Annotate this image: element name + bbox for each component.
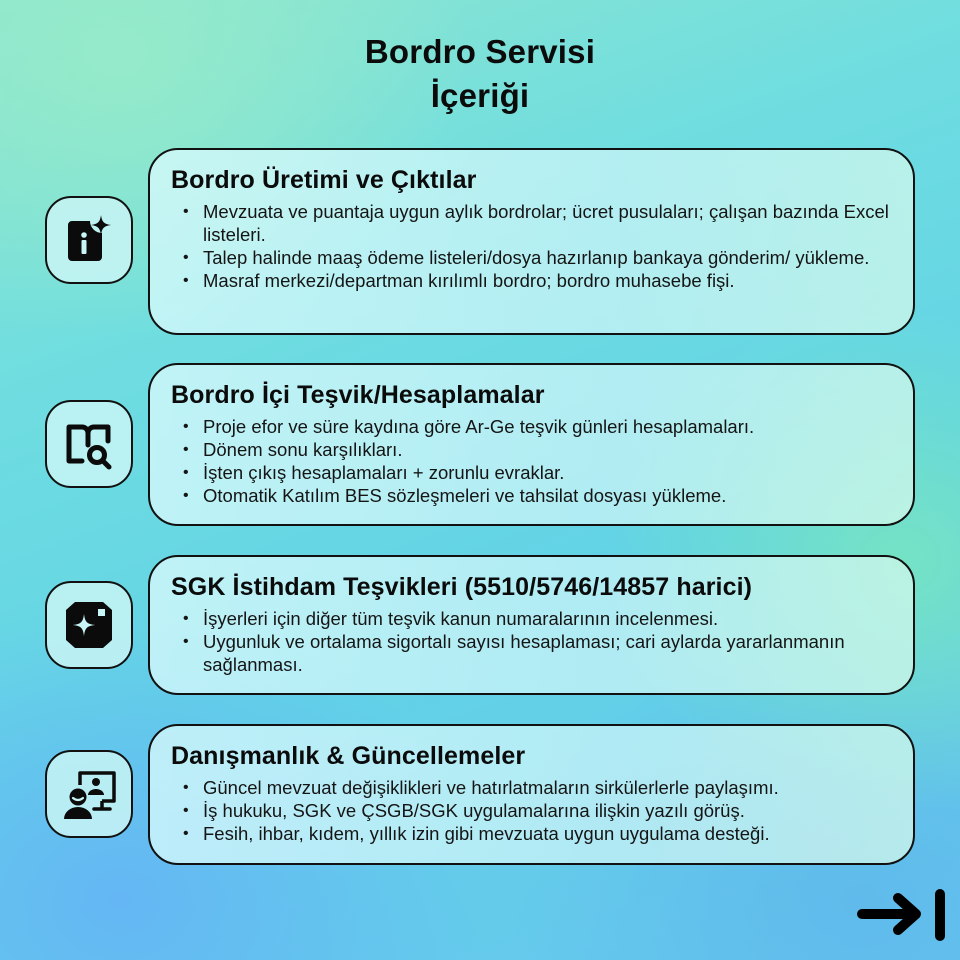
section-title: Danışmanlık & Güncellemeler xyxy=(171,742,526,770)
icon-tile-1 xyxy=(45,196,133,284)
bullet-item: • Fesih, ihbar, kıdem, yıllık izin gibi mevzuata uygun uygulama desteği. xyxy=(183,822,893,845)
bullet-item: • Masraf merkezi/departman kırılımlı bordro; bordro muhasebe fişi. xyxy=(183,269,893,292)
bullet-item: • İşyerleri için diğer tüm teşvik kanun numaralarının incelenmesi. xyxy=(183,607,893,630)
bullet-item: • Dönem sonu karşılıkları. xyxy=(183,438,893,461)
icon-tile-3 xyxy=(45,581,133,669)
consultant-screen-icon xyxy=(60,765,118,823)
info-sparkle-icon xyxy=(60,211,118,269)
section-title: Bordro İçi Teşvik/Hesaplamalar xyxy=(171,381,545,409)
page-title xyxy=(0,30,960,118)
bullet-item: • Mevzuata ve puantaja uygun aylık bordrolar; ücret pusulaları; çalışan bazında Excel listeleri. xyxy=(183,200,893,246)
badge-sparkle-icon xyxy=(60,596,118,654)
bullet-list xyxy=(171,415,893,507)
title-line-1: Bordro Servisi xyxy=(364,33,596,70)
title-line-2: İçeriği xyxy=(430,77,530,114)
icon-tile-4 xyxy=(45,750,133,838)
bullet-item: • Güncel mevzuat değişiklikleri ve hatırlatmaların sirkülerlerle paylaşımı. xyxy=(183,776,893,799)
section-card xyxy=(148,555,915,695)
icon-tile-2 xyxy=(45,400,133,488)
bullet-item: • İşten çıkış hesaplamaları + zorunlu evraklar. xyxy=(183,461,893,484)
section-title: SGK İstihdam Teşvikleri (5510/5746/14857 harici) xyxy=(171,573,753,601)
bullet-item: • Talep halinde maaş ödeme listeleri/dosya hazırlanıp bankaya gönderim/ yükleme. xyxy=(183,246,893,269)
bullet-item: • İş hukuku, SGK ve ÇSGB/SGK uygulamalarına ilişkin yazılı görüş. xyxy=(183,799,893,822)
section-card xyxy=(148,148,915,335)
bullet-item: • Uygunluk ve ortalama sigortalı sayısı hesaplaması; cari aylarda yararlanmanın sağlanması. xyxy=(183,630,893,676)
bullet-item: • Proje efor ve süre kaydına göre Ar-Ge teşvik günleri hesaplamaları. xyxy=(183,415,893,438)
bullet-list xyxy=(171,200,893,292)
bullet-item: • Otomatik Katılım BES sözleşmeleri ve tahsilat dosyası yükleme. xyxy=(183,484,893,507)
section-card xyxy=(148,363,915,526)
bullet-list xyxy=(171,607,893,676)
arrow-right-to-bar-icon[interactable] xyxy=(856,888,948,944)
section-card xyxy=(148,724,915,865)
document-search-icon xyxy=(60,415,118,473)
bullet-list xyxy=(171,776,893,845)
section-title: Bordro Üretimi ve Çıktılar xyxy=(171,166,477,194)
